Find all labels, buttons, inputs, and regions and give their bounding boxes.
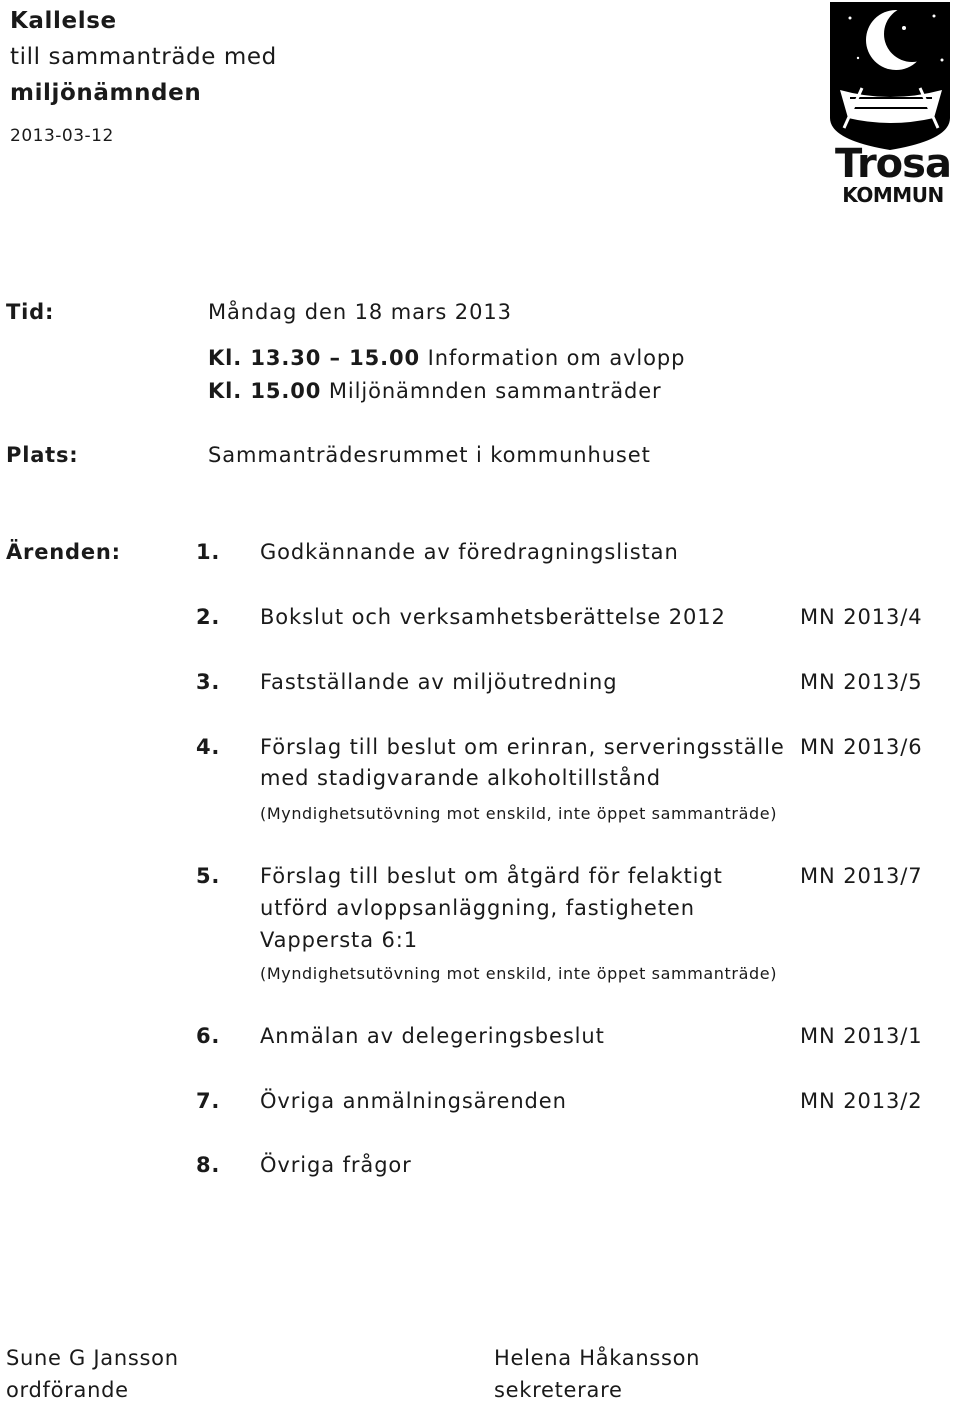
agenda-item-title: Fastställande av miljöutredning <box>260 670 618 694</box>
logo-subname: KOMMUN <box>842 183 944 207</box>
document-date: 2013-03-12 <box>10 126 114 146</box>
plats-label: Plats: <box>6 443 79 467</box>
agenda-item-number: 2. <box>196 605 221 629</box>
plats-value: Sammanträdesrummet i kommunhuset <box>208 443 651 467</box>
agenda-item-title: Övriga frågor <box>260 1153 412 1177</box>
schedule-line <box>208 379 662 403</box>
agenda-item-reference: MN 2013/1 <box>800 1024 923 1048</box>
agenda-item-number: 5. <box>196 864 221 888</box>
agenda-item-number: 1. <box>196 540 221 564</box>
agenda-item-title: Förslag till beslut om åtgärd för felaktigt <box>260 864 723 888</box>
trosa-kommun-logo <box>822 0 960 210</box>
agenda-item-number: 7. <box>196 1089 221 1113</box>
document-title: Kallelse <box>10 8 117 34</box>
agenda-item-note: (Myndighetsutövning mot enskild, inte öppet sammanträde) <box>260 964 778 983</box>
logo-name: Trosa <box>835 141 951 187</box>
agenda-item-title: Förslag till beslut om erinran, serveringsställe <box>260 735 785 759</box>
agenda-item-number: 4. <box>196 735 221 759</box>
schedule-time: Kl. 13.30 – 15.00 <box>208 346 421 370</box>
schedule-text: Information om avlopp <box>420 346 686 370</box>
agenda-item-title: Anmälan av delegeringsbeslut <box>260 1024 605 1048</box>
agenda-item-title-continued: Vappersta 6:1 <box>260 928 419 952</box>
agenda-item-reference: MN 2013/2 <box>800 1089 923 1113</box>
document-subtitle: till sammanträde med <box>10 44 277 70</box>
schedule-line <box>208 346 685 370</box>
signature-name-chair: Sune G Jansson <box>6 1346 179 1370</box>
agenda-item-number: 3. <box>196 670 221 694</box>
agenda-label: Ärenden: <box>6 540 121 564</box>
agenda-item-title: Övriga anmälningsärenden <box>260 1089 567 1113</box>
signature-role-secretary: sekreterare <box>494 1378 623 1402</box>
agenda-item-reference: MN 2013/6 <box>800 735 923 759</box>
schedule-time: Kl. 15.00 <box>208 379 322 403</box>
agenda-item-reference: MN 2013/5 <box>800 670 923 694</box>
agenda-item-reference: MN 2013/7 <box>800 864 923 888</box>
tid-label: Tid: <box>6 300 55 324</box>
agenda-item-title-continued: med stadigvarande alkoholtillstånd <box>260 766 661 790</box>
document-subtitle-committee: miljönämnden <box>10 80 202 106</box>
agenda-item-number: 6. <box>196 1024 221 1048</box>
signature-name-secretary: Helena Håkansson <box>494 1346 701 1370</box>
agenda-item-title-continued: utförd avloppsanläggning, fastigheten <box>260 896 695 920</box>
schedule-text: Miljönämnden sammanträder <box>321 379 662 403</box>
agenda-item-title: Bokslut och verksamhetsberättelse 2012 <box>260 605 726 629</box>
signature-role-chair: ordförande <box>6 1378 129 1402</box>
tid-value: Måndag den 18 mars 2013 <box>208 300 512 324</box>
agenda-item-reference: MN 2013/4 <box>800 605 923 629</box>
agenda-item-title: Godkännande av föredragningslistan <box>260 540 679 564</box>
agenda-item-note: (Myndighetsutövning mot enskild, inte öppet sammanträde) <box>260 804 778 823</box>
agenda-item-number: 8. <box>196 1153 221 1177</box>
